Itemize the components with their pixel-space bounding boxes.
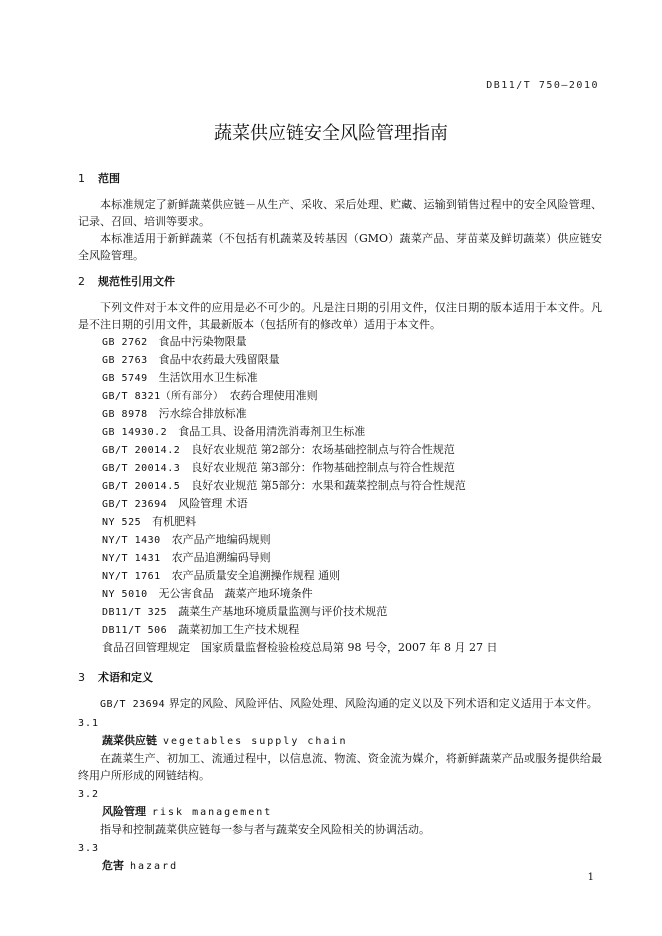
terms-intro-paragraph [78, 695, 602, 713]
term-english: risk management [152, 807, 273, 818]
section-number: 1 [78, 172, 85, 185]
reference-item [78, 531, 602, 549]
section-title: 术语和定义 [98, 671, 153, 684]
reference-item [78, 387, 602, 405]
reference-code: GB/T 23694 [102, 499, 168, 510]
document-body [78, 170, 602, 875]
reference-item [78, 585, 602, 603]
terms-intro-code: GB/T 23694 [100, 699, 166, 710]
reference-item [78, 459, 602, 477]
reference-title: 食品中污染物限量 [158, 335, 247, 348]
reference-code: GB/T 20014.2 [102, 445, 181, 456]
reference-code: GB 8978 [102, 409, 148, 420]
term-chinese: 风险管理 [102, 805, 146, 818]
reference-code: NY/T 1761 [102, 571, 161, 582]
reference-item [78, 567, 602, 585]
reference-code: NY/T 1431 [102, 553, 161, 564]
reference-title: 生活饮用水卫生标准 [158, 371, 258, 384]
reference-list [78, 333, 602, 656]
section-heading-terms [78, 669, 602, 686]
reference-title: 农产品产地编码规则 [171, 533, 271, 546]
section-number: 3 [78, 671, 85, 684]
reference-item [78, 477, 602, 495]
reference-title: 风险管理 术语 [178, 497, 248, 510]
reference-item [78, 603, 602, 621]
reference-item [78, 423, 602, 441]
normative-intro-paragraph: 下列文件对于本文件的应用是必不可少的。凡是注日期的引用文件，仅注日期的版本适用于本文件。凡是不注日期的引用文件，其最新版本（包括所有的修改单）适用于本文件。 [78, 301, 602, 331]
reference-code: NY/T 1430 [102, 535, 161, 546]
scope-paragraph: 本标准规定了新鲜蔬菜供应链－从生产、采收、采后处理、贮藏、运输到销售过程中的安全风险管理、记录、召回、培训等要求。 [78, 198, 602, 228]
reference-item [78, 441, 602, 459]
clause-number: 3.1 [78, 718, 100, 729]
section-heading-scope [78, 170, 602, 187]
reference-item: 食品召回管理规定 国家质量监督检验检疫总局第 98 号令，2007 年 8 月 27 日 [102, 641, 498, 654]
reference-title: 食品工具、设备用清洗消毒剂卫生标准 [178, 425, 366, 438]
term-english: vegetables supply chain [163, 736, 348, 747]
scope-paragraph: 本标准适用于新鲜蔬菜（不包括有机蔬菜及转基因（GMO）蔬菜产品、芽苗菜及鲜切蔬菜）供应链安全风险管理。 [78, 232, 602, 262]
reference-item [78, 621, 602, 639]
reference-code: GB 14930.2 [102, 427, 168, 438]
reference-item [78, 405, 602, 423]
reference-code: DB11/T 325 [102, 607, 168, 618]
reference-title: 良好农业规范 第2部分：农场基础控制点与符合性规范 [191, 443, 455, 456]
document-title: 蔬菜供应链安全风险管理指南 [214, 123, 448, 144]
reference-title: 良好农业规范 第3部分：作物基础控制点与符合性规范 [191, 461, 455, 474]
reference-title: 食品中农药最大残留限量 [158, 353, 280, 366]
term-chinese: 蔬菜供应链 [102, 734, 157, 747]
section-heading-normative-references [78, 273, 602, 290]
term-english: hazard [130, 861, 179, 872]
term-definition: 在蔬菜生产、初加工、流通过程中，以信息流、物流、资金流为媒介，将新鲜蔬菜产品或服务提供给最终用户所形成的网链结构。 [78, 752, 602, 782]
reference-code: GB 2762 [102, 337, 148, 348]
terms-intro-text: 界定的风险、风险评估、风险处理、风险沟通的定义以及下列术语和定义适用于本文件。 [168, 697, 598, 710]
reference-code: GB/T 20014.3 [102, 463, 181, 474]
reference-title: 良好农业规范 第5部分：水果和蔬菜控制点与符合性规范 [191, 479, 466, 492]
reference-item [78, 495, 602, 513]
page-number: 1 [587, 872, 594, 883]
reference-item [78, 513, 602, 531]
reference-item [78, 369, 602, 387]
reference-code: DB11/T 506 [102, 625, 168, 636]
reference-title: 农产品质量安全追溯操作规程 通则 [171, 569, 341, 582]
term-chinese: 危害 [102, 859, 124, 872]
term-definition: 指导和控制蔬菜供应链每一参与者与蔬菜安全风险相关的协调活动。 [100, 823, 430, 836]
reference-title: 农产品追溯编码导则 [171, 551, 271, 564]
term-entry [78, 803, 602, 821]
term-entry [78, 732, 602, 750]
reference-title: 有机肥料 [152, 515, 197, 528]
section-title: 范围 [98, 172, 120, 185]
reference-title: 蔬菜生产基地环境质量监测与评价技术规范 [178, 605, 388, 618]
reference-title: 农药合理使用准则 [229, 389, 318, 402]
reference-code: GB/T 8321（所有部分） [102, 391, 219, 402]
clause-number: 3.2 [78, 789, 100, 800]
reference-item [78, 351, 602, 369]
reference-item [78, 333, 602, 351]
section-number: 2 [78, 275, 85, 288]
term-entry [78, 857, 602, 875]
reference-code: GB 5749 [102, 373, 148, 384]
reference-title: 无公害食品 蔬菜产地环境条件 [158, 587, 313, 600]
document-code: DB11/T 750—2010 [486, 80, 599, 91]
reference-title: 污水综合排放标准 [158, 407, 247, 420]
clause-number: 3.3 [78, 843, 100, 854]
reference-code: NY 5010 [102, 589, 148, 600]
reference-item [78, 549, 602, 567]
reference-code: NY 525 [102, 517, 142, 528]
section-title: 规范性引用文件 [98, 275, 175, 288]
reference-code: GB 2763 [102, 355, 148, 366]
reference-title: 蔬菜初加工生产技术规程 [178, 623, 300, 636]
reference-code: GB/T 20014.5 [102, 481, 181, 492]
